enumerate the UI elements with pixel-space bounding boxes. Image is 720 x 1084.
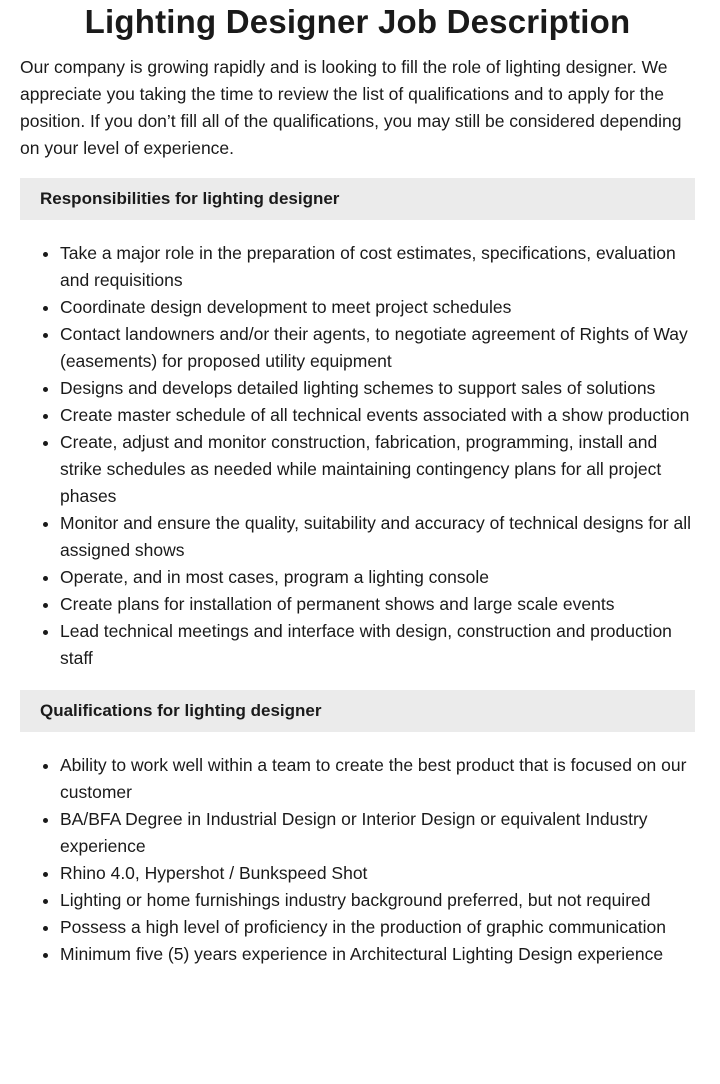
responsibilities-heading: Responsibilities for lighting designer bbox=[20, 178, 695, 220]
list-item: • Lead technical meetings and interface with design, construction and production staff bbox=[60, 618, 695, 672]
qualifications-heading: Qualifications for lighting designer bbox=[20, 690, 695, 732]
list-item: • Create, adjust and monitor construction, fabrication, programming, install and strike schedules as needed while maintaining contingency plans for all project phases bbox=[60, 429, 695, 510]
list-item: • Possess a high level of proficiency in the production of graphic communication bbox=[60, 914, 695, 941]
list-item: • Coordinate design development to meet project schedules bbox=[60, 294, 695, 321]
list-item: • BA/BFA Degree in Industrial Design or Interior Design or equivalent Industry experience bbox=[60, 806, 695, 860]
list-item: • Designs and develops detailed lighting schemes to support sales of solutions bbox=[60, 375, 695, 402]
list-item: • Ability to work well within a team to create the best product that is focused on our customer bbox=[60, 752, 695, 806]
list-item: • Lighting or home furnishings industry background preferred, but not required bbox=[60, 887, 695, 914]
list-item: • Take a major role in the preparation of cost estimates, specifications, evaluation and requisitions bbox=[60, 240, 695, 294]
list-item: • Monitor and ensure the quality, suitability and accuracy of technical designs for all assigned shows bbox=[60, 510, 695, 564]
responsibilities-list bbox=[20, 240, 695, 672]
list-item: • Contact landowners and/or their agents, to negotiate agreement of Rights of Way (easements) for proposed utility equipment bbox=[60, 321, 695, 375]
list-item: • Create plans for installation of permanent shows and large scale events bbox=[60, 591, 695, 618]
list-item: • Operate, and in most cases, program a lighting console bbox=[60, 564, 695, 591]
list-item: • Rhino 4.0, Hypershot / Bunkspeed Shot bbox=[60, 860, 695, 887]
list-item: • Create master schedule of all technical events associated with a show production bbox=[60, 402, 695, 429]
list-item: • Minimum five (5) years experience in Architectural Lighting Design experience bbox=[60, 941, 695, 968]
qualifications-list bbox=[20, 752, 695, 968]
intro-paragraph: Our company is growing rapidly and is looking to fill the role of lighting designer. We appreciate you taking the time to review the list of qualifications and to apply for the position. If you don’t fill all of the qualifications, you may still be considered depending on your level of experience. bbox=[20, 57, 682, 158]
page-title: Lighting Designer Job Description bbox=[84, 3, 631, 40]
